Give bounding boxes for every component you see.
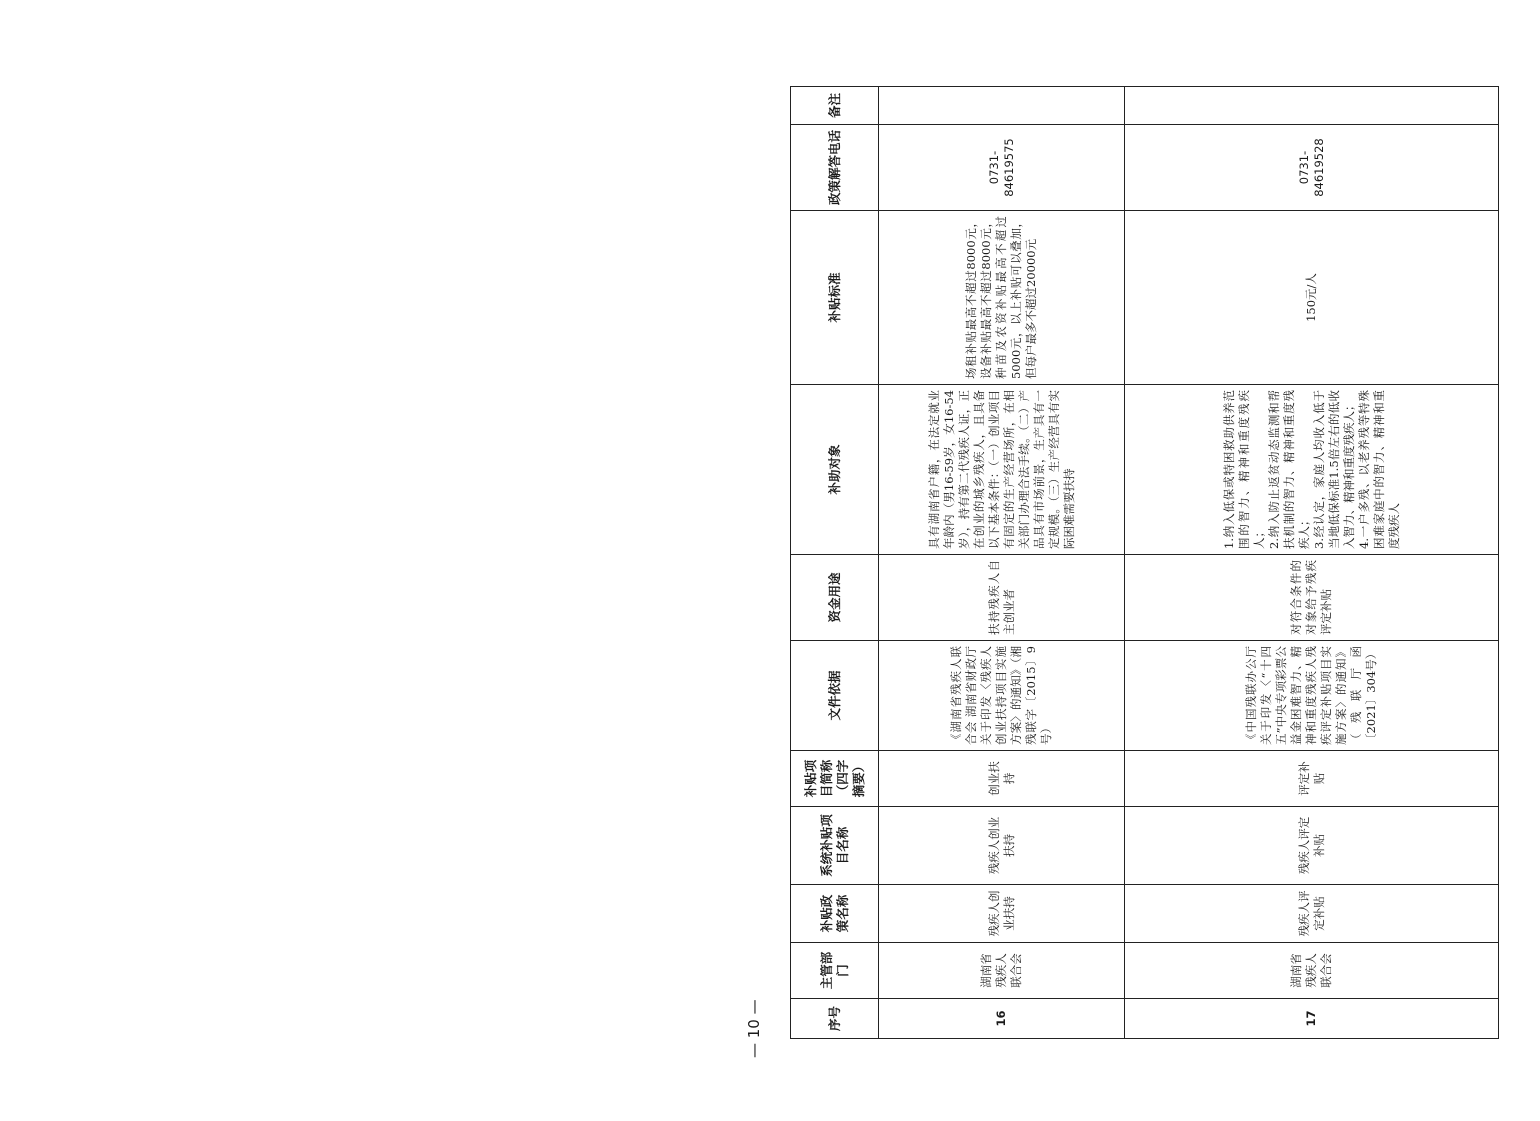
header-dept: 主管部门 [791,943,879,999]
row-remark [879,87,1125,125]
table-row [879,87,1125,1039]
row-basis: 《湖南省残疾人联合会 湖南省财政厅关于印发〈残疾人创业扶持项目实施方案〉的通知》（湘残联字〔2015〕9号） [879,641,1125,751]
header-standard: 补贴标准 [791,211,879,385]
row-target: 具有湖南省户籍，在法定就业年龄内（男16-59岁，女16-54岁），持有第二代残疾人证，正在创业的城乡残疾人，且具备以下基本条件：（一）创业项目有固定的生产经营场所，在相关部门办理合法手续。（二）产品具有市场前景，生产具有一定规模。（三）生产经营具有实际困难需要扶持 [879,385,1125,555]
row-standard: 场租补贴最高不超过8000元，设备补贴最高不超过8000元，种苗及农资补贴最高不超过5000元，以上补贴可以叠加，但每户最多不超过20000元 [879,211,1125,385]
row-standard: 150元/人 [1125,211,1499,385]
row-short-name: 创业扶持 [879,751,1125,807]
row-dept: 湖南省残疾人联合会 [879,943,1125,999]
header-usage: 资金用途 [791,555,879,641]
row-basis: 《中国残联办公厅关于印发〈“十四五”中央专项彩票公益金困难智力、精神和重度残疾人残疾评定补贴项目实施方案〉的通知》（残联厅函〔2021〕304号） [1125,641,1499,751]
row-dept: 湖南省残疾人联合会 [1125,943,1499,999]
header-basis: 文件依据 [791,641,879,751]
header-phone: 政策解答电话 [791,125,879,211]
header-item-name: 系统补贴项目名称 [791,807,879,885]
row-remark [1125,87,1499,125]
row-usage: 扶持残疾人自主创业者 [879,555,1125,641]
header-remark: 备注 [791,87,879,125]
row-item-name: 残疾人评定补贴 [1125,807,1499,885]
row-no: 16 [879,999,1125,1039]
row-phone: 0731-84619575 [879,125,1125,211]
rotated-table-page [790,87,1540,1039]
row-policy-name: 残疾人评定补贴 [1125,885,1499,943]
target-item: 1.纳入低保或特困救助供养范围的智力、精神和重度残疾人； [1221,390,1266,549]
row-short-name: 评定补贴 [1125,751,1499,807]
row-policy-name: 残疾人创业扶持 [879,885,1125,943]
header-policy-name: 补贴政策名称 [791,885,879,943]
row-usage: 对符合条件的对象给予残疾评定补贴 [1125,555,1499,641]
target-item: 3.经认定，家庭人均收入低于当地低保标准1.5倍左右的低收入智力、精神和重度残疾人； [1311,390,1356,549]
header-row [791,87,879,1039]
row-target [1125,385,1499,555]
page-number: — 10 — [745,999,763,1058]
target-item: 4.一户多残、以老养残等特殊困难家庭中的智力、精神和重度残疾人 [1356,390,1401,549]
table-row [1125,87,1499,1039]
header-no: 序号 [791,999,879,1039]
subsidy-policy-table [790,86,1499,1039]
target-item: 2.纳入防止返贫动态监测和帮扶机制的智力、精神和重度残疾人； [1266,390,1311,549]
row-no: 17 [1125,999,1499,1039]
header-target: 补助对象 [791,385,879,555]
header-short-name: 补贴项目简称（四字摘要） [791,751,879,807]
row-phone: 0731-84619528 [1125,125,1499,211]
row-item-name: 残疾人创业扶持 [879,807,1125,885]
